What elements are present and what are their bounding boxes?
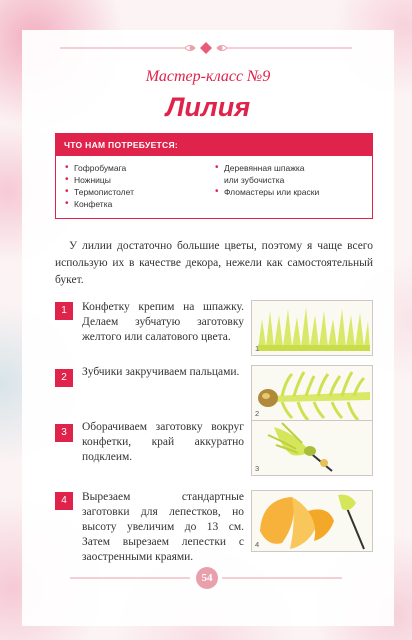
materials-right-column — [214, 162, 364, 210]
photo-number: 1 — [255, 344, 260, 353]
photo-number: 4 — [255, 540, 260, 549]
step-photo — [251, 490, 373, 552]
material-item: • Деревянная шпажка — [214, 162, 364, 174]
wrapped-bud-image — [252, 421, 373, 476]
page-number: 54 — [196, 567, 218, 589]
step-number: 4 — [55, 492, 73, 510]
step-text: Конфетку крепим на шпажку. Делаем зубчатую заготовку желтого или салатового цвета. — [82, 301, 244, 343]
page-title: Лилия — [165, 92, 251, 122]
step-number: 2 — [55, 369, 73, 387]
step-number: 3 — [55, 424, 73, 442]
materials-left-column — [64, 162, 214, 210]
material-item: • Гофробумага — [64, 162, 214, 174]
photo-number: 2 — [255, 409, 260, 418]
step-number: 1 — [55, 302, 73, 320]
step-text: Вырезаем стандартные заготовки для лепестков, но высоту увеличим до 13 см. Затем вырезаем лепестки с заостренными краями. — [82, 491, 244, 563]
photo-number: 3 — [255, 464, 260, 473]
step-photo — [251, 300, 373, 356]
petals-image — [252, 491, 373, 552]
material-item: • Ножницы — [64, 174, 214, 186]
curled-fringe-image — [252, 366, 373, 421]
step-photo — [251, 420, 373, 476]
step-text: Оборачиваем заготовку вокруг конфетки, край аккуратно подклеим. — [82, 421, 244, 463]
materials-box — [55, 133, 373, 219]
materials-heading: ЧТО НАМ ПОТРЕБУЕТСЯ: — [56, 134, 372, 156]
material-item: • Конфетка — [64, 198, 214, 210]
paper-fringe-image — [252, 301, 373, 356]
series-title: Мастер-класс №9 — [145, 68, 271, 85]
step-text: Зубчики закручиваем пальцами. — [82, 366, 240, 378]
material-item-continued: или зубочистка — [224, 175, 285, 185]
intro-paragraph: У лилии достаточно большие цветы, поэтому я чаще всего использую их в качестве декора, нежели как самостоятельный букет. — [55, 240, 373, 286]
top-ornament — [0, 40, 412, 56]
material-item: • Термопистолет — [64, 186, 214, 198]
step-photo — [251, 365, 373, 421]
material-item: • Фломастеры или краски — [214, 186, 364, 198]
